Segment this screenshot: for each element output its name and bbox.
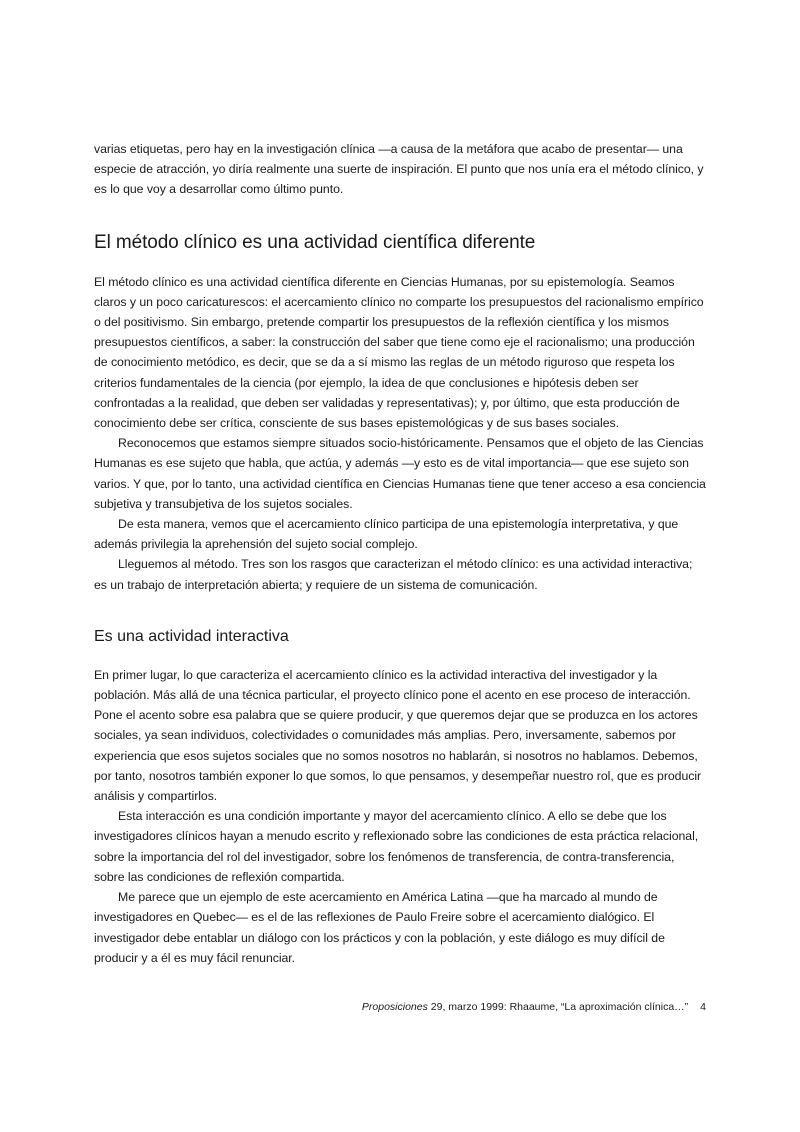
section-heading-actividad-interactiva: Es una actividad interactiva xyxy=(94,627,289,645)
footer-journal-name: Proposiciones xyxy=(361,1001,428,1013)
paragraph: El método clínico es una actividad científica diferente en Ciencias Humanas, por su epistemología. Seamos claros y un poco caricaturescos: el acercamiento clínico no comparte los presupuestos del racionalismo empírico o del positivismo. Sin embargo, pretende compartir los presupuestos de la reflexión científica y los mismos presupuestos científicos, a saber: la construcción del saber que tiene como eje el racionalismo; una producción de conocimiento metódico, es decir, que se da a sí mismo las reglas de un método riguroso que respeta los criterios fundamentales de la ciencia (por ejemplo, la idea de que conclusiones e hipótesis deben ser confrontadas a la realidad, que deben ser validadas y representativas); y, por último, que esta producción de conocimiento debe ser crítica, consciente de sus bases epistemológicas y de sus bases sociales. xyxy=(94,274,704,431)
paragraph: Lleguemos al método. Tres son los rasgos que caracterizan el método clínico: es una actividad interactiva; es un trabajo de interpretación abierta; y requiere de un sistema de comunicación. xyxy=(94,557,693,592)
paragraph: De esta manera, vemos que el acercamiento clínico participa de una epistemología interpretativa, y que además privilegia la aprehensión del sujeto social complejo. xyxy=(94,517,679,552)
page-footer xyxy=(362,1000,706,1014)
paragraph: Reconocemos que estamos siempre situados socio-históricamente. Pensamos que el objeto de las Ciencias Humanas es ese sujeto que habla, que actúa, y además —y esto es de vital importancia— que ese sujeto son varios. Y que, por lo tanto, una actividad científica en Ciencias Humanas tiene que tener acceso a esa conciencia subjetiva y transubjetiva de los sujetos sociales. xyxy=(94,436,706,511)
paragraph: Esta interacción es una condición importante y mayor del acercamiento clínico. A ello se debe que los investigadores clínicos hayan a menudo escrito y reflexionado sobre las condiciones de esta práctica relacional, sobre la importancia del rol del investigador, sobre los fenómenos de transferencia, de contra-transferencia, sobre las condiciones de reflexión compartida. xyxy=(94,809,699,884)
section-body-actividad-interactiva xyxy=(94,665,708,968)
paragraph: Me parece que un ejemplo de este acercamiento en América Latina —que ha marcado al mundo de investigadores en Quebec— es el de las reflexiones de Paulo Freire sobre el acercamiento dialógico. El investigador debe entablar un diálogo con los prácticos y con la población, y este diálogo es muy difícil de producir y a él es muy fácil renunciar. xyxy=(94,890,665,965)
section-heading-metodo-clinico: El método clínico es una actividad científica diferente xyxy=(94,231,536,253)
paragraph: En primer lugar, lo que caracteriza el acercamiento clínico es la actividad interactiva del investigador y la población. Más allá de una técnica particular, el proyecto clínico pone el acento en ese proceso de interacción. Pone el acento sobre esa palabra que se quiere producir, y que queremos dejar que se produzca en los actores sociales, ya sean individuos, colectividades o comunidades más amplias. Pero, inversamente, sabemos por experiencia que esos sujetos sociales que no somos nosotros no hablarán, si nosotros no hablamos. Debemos, por tanto, nosotros también exponer lo que somos, lo que pensamos, y desempeñar nuestro rol, que es producir análisis y compartirlos. xyxy=(94,667,702,804)
section-body-metodo-clinico xyxy=(94,272,708,595)
intro-paragraph: varias etiquetas, pero hay en la investigación clínica —a causa de la metáfora que acabo de presentar— una especie de atracción, yo diría realmente una suerte de inspiración. El punto que nos unía era el método clínico, y es lo que voy a desarrollar como último punto. xyxy=(94,142,704,197)
footer-citation: 29, marzo 1999: Rhaaume, “La aproximación clínica…” xyxy=(427,1001,689,1013)
page-body xyxy=(94,139,708,968)
page-number: 4 xyxy=(700,1001,706,1013)
